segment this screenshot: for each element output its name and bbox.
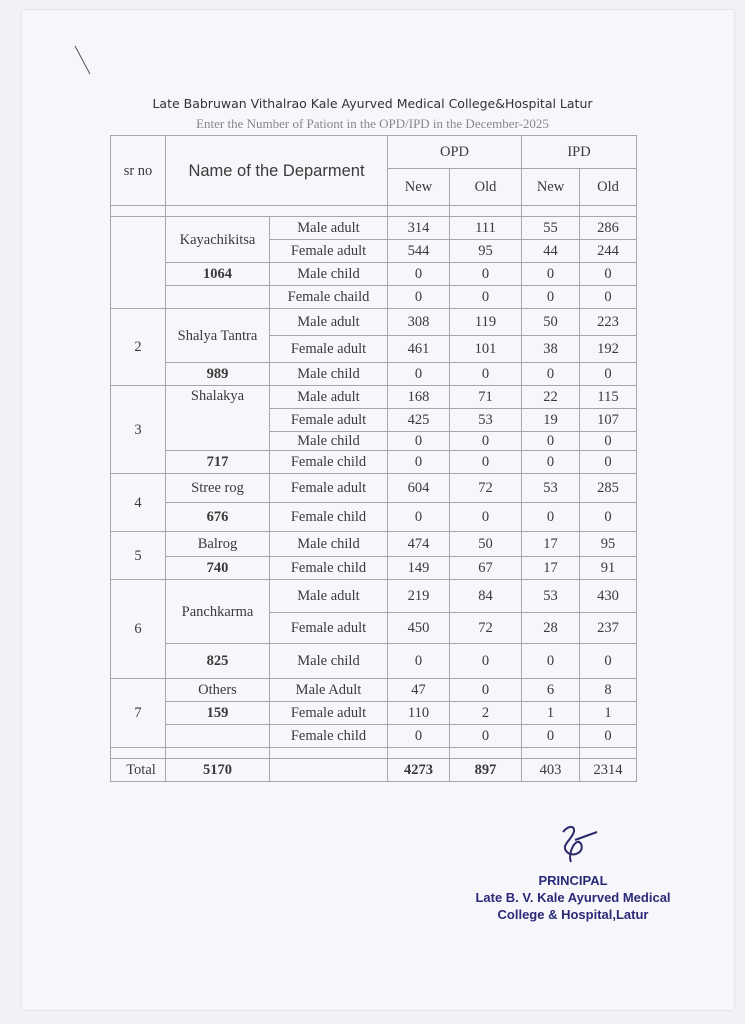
principal-line2: College & Hospital,Latur xyxy=(497,907,649,922)
opd-old-header: Old xyxy=(450,169,522,206)
opd-new-cell: 461 xyxy=(388,336,450,363)
table-row xyxy=(111,286,637,309)
category-cell: Male child xyxy=(270,363,388,386)
ipd-old-cell: 0 xyxy=(580,644,637,679)
opd-new-cell: 474 xyxy=(388,532,450,557)
table-row xyxy=(111,725,637,748)
table-row xyxy=(111,386,637,409)
category-cell: Male adult xyxy=(270,217,388,240)
grand-total: 5170 xyxy=(166,759,270,782)
ipd-old-cell: 0 xyxy=(580,451,637,474)
ipd-new-cell: 0 xyxy=(522,286,580,309)
opd-new-cell: 110 xyxy=(388,702,450,725)
sr-cell: 3 xyxy=(111,386,166,474)
ipd-new-cell: 38 xyxy=(522,336,580,363)
opd-new-cell: 0 xyxy=(388,644,450,679)
srno-header: sr no xyxy=(111,136,166,206)
dept-name: Shalya Tantra xyxy=(166,309,270,363)
opd-new-cell: 168 xyxy=(388,386,450,409)
sr-cell xyxy=(111,217,166,309)
total-ipd-new: 403 xyxy=(522,759,580,782)
ipd-old-cell: 107 xyxy=(580,409,637,432)
sr-cell: 4 xyxy=(111,474,166,532)
opd-old-cell: 0 xyxy=(450,286,522,309)
opd-old-cell: 2 xyxy=(450,702,522,725)
ipd-new-cell: 53 xyxy=(522,474,580,503)
opd-old-cell: 71 xyxy=(450,386,522,409)
ipd-old-cell: 0 xyxy=(580,725,637,748)
category-cell: Female adult xyxy=(270,702,388,725)
category-cell: Male child xyxy=(270,532,388,557)
dept-name: Kayachikitsa xyxy=(166,217,270,263)
table-row xyxy=(111,580,637,613)
table-row xyxy=(111,309,637,336)
form-subtitle: Enter the Number of Pationt in the OPD/IPD in the December-2025 xyxy=(196,116,549,131)
principal-title: PRINCIPAL xyxy=(538,873,608,888)
opd-old-cell: 119 xyxy=(450,309,522,336)
ipd-old-cell: 95 xyxy=(580,532,637,557)
ipd-new-cell: 1 xyxy=(522,702,580,725)
opd-new-cell: 0 xyxy=(388,451,450,474)
total-opd-new: 4273 xyxy=(388,759,450,782)
opd-new-cell: 308 xyxy=(388,309,450,336)
opd-new-cell: 149 xyxy=(388,557,450,580)
category-cell: Male adult xyxy=(270,386,388,409)
category-cell: Female adult xyxy=(270,336,388,363)
dept-total: 989 xyxy=(166,363,270,386)
opd-old-cell: 111 xyxy=(450,217,522,240)
opd-new-cell: 0 xyxy=(388,363,450,386)
dept-name: Balrog xyxy=(166,532,270,557)
category-cell: Female adult xyxy=(270,409,388,432)
ipd-old-cell: 0 xyxy=(580,503,637,532)
ipd-old-cell: 91 xyxy=(580,557,637,580)
ipd-new-cell: 0 xyxy=(522,725,580,748)
opd-old-cell: 0 xyxy=(450,679,522,702)
table-row xyxy=(111,217,637,240)
ipd-new-cell: 0 xyxy=(522,263,580,286)
opd-new-header: New xyxy=(388,169,450,206)
opd-old-cell: 0 xyxy=(450,451,522,474)
ipd-new-cell: 19 xyxy=(522,409,580,432)
sr-cell: 6 xyxy=(111,580,166,679)
table-row xyxy=(111,557,637,580)
ipd-new-cell: 55 xyxy=(522,217,580,240)
ipd-old-header: Old xyxy=(580,169,637,206)
empty-cell xyxy=(166,725,270,748)
table-row xyxy=(111,532,637,557)
category-cell: Female child xyxy=(270,725,388,748)
sr-cell: 7 xyxy=(111,679,166,748)
ipd-new-header: New xyxy=(522,169,580,206)
opd-new-cell: 425 xyxy=(388,409,450,432)
dept-total: 1064 xyxy=(166,263,270,286)
empty-cell xyxy=(270,759,388,782)
dept-total: 159 xyxy=(166,702,270,725)
category-cell: Female adult xyxy=(270,240,388,263)
opd-old-cell: 67 xyxy=(450,557,522,580)
category-cell: Female chaild xyxy=(270,286,388,309)
ipd-old-cell: 1 xyxy=(580,702,637,725)
ipd-old-cell: 115 xyxy=(580,386,637,409)
ipd-old-cell: 0 xyxy=(580,432,637,451)
category-cell: Male child xyxy=(270,644,388,679)
ipd-old-cell: 8 xyxy=(580,679,637,702)
total-opd-old: 897 xyxy=(450,759,522,782)
department-header: Name of the Deparment xyxy=(166,136,388,206)
ipd-new-cell: 28 xyxy=(522,613,580,644)
table-row xyxy=(111,363,637,386)
category-cell: Male child xyxy=(270,432,388,451)
dept-total: 740 xyxy=(166,557,270,580)
category-cell: Male Adult xyxy=(270,679,388,702)
table-row xyxy=(111,474,637,503)
pen-mark xyxy=(75,46,91,75)
principal-line1: Late B. V. Kale Ayurved Medical xyxy=(475,890,671,905)
ipd-old-cell: 0 xyxy=(580,263,637,286)
opd-old-cell: 72 xyxy=(450,474,522,503)
table-row xyxy=(111,644,637,679)
category-cell: Female child xyxy=(270,557,388,580)
total-label: Total xyxy=(111,759,166,782)
opd-new-cell: 219 xyxy=(388,580,450,613)
table-row xyxy=(111,263,637,286)
table-row xyxy=(111,503,637,532)
opd-old-cell: 0 xyxy=(450,644,522,679)
ipd-old-cell: 223 xyxy=(580,309,637,336)
ipd-old-cell: 237 xyxy=(580,613,637,644)
ipd-old-cell: 244 xyxy=(580,240,637,263)
opd-header: OPD xyxy=(388,136,522,169)
total-ipd-old: 2314 xyxy=(580,759,637,782)
college-title: Late Babruwan Vithalrao Kale Ayurved Medical College&Hospital Latur xyxy=(152,96,593,111)
ipd-old-cell: 192 xyxy=(580,336,637,363)
dept-name: Others xyxy=(166,679,270,702)
opd-old-cell: 0 xyxy=(450,263,522,286)
opd-new-cell: 314 xyxy=(388,217,450,240)
ipd-new-cell: 0 xyxy=(522,644,580,679)
ipd-new-cell: 6 xyxy=(522,679,580,702)
ipd-old-cell: 0 xyxy=(580,363,637,386)
opd-new-cell: 0 xyxy=(388,725,450,748)
opd-old-cell: 50 xyxy=(450,532,522,557)
ipd-old-cell: 285 xyxy=(580,474,637,503)
opd-old-cell: 95 xyxy=(450,240,522,263)
ipd-old-cell: 430 xyxy=(580,580,637,613)
ipd-new-cell: 22 xyxy=(522,386,580,409)
ipd-new-cell: 17 xyxy=(522,532,580,557)
ipd-new-cell: 17 xyxy=(522,557,580,580)
ipd-new-cell: 0 xyxy=(522,432,580,451)
opd-new-cell: 47 xyxy=(388,679,450,702)
dept-total: 717 xyxy=(166,451,270,474)
dept-name: Shalakya xyxy=(166,386,270,451)
ipd-header: IPD xyxy=(522,136,637,169)
ipd-new-cell: 50 xyxy=(522,309,580,336)
ipd-new-cell: 0 xyxy=(522,363,580,386)
opd-old-cell: 72 xyxy=(450,613,522,644)
ipd-old-cell: 0 xyxy=(580,286,637,309)
table-row xyxy=(111,679,637,702)
category-cell: Female child xyxy=(270,451,388,474)
category-cell: Female adult xyxy=(270,474,388,503)
opd-old-cell: 0 xyxy=(450,363,522,386)
category-cell: Male child xyxy=(270,263,388,286)
opd-old-cell: 53 xyxy=(450,409,522,432)
principal-signature xyxy=(555,822,605,868)
dept-name: Panchkarma xyxy=(166,580,270,644)
ipd-new-cell: 0 xyxy=(522,503,580,532)
table-row xyxy=(111,702,637,725)
ipd-old-cell: 286 xyxy=(580,217,637,240)
patient-register-table xyxy=(110,135,637,782)
sr-cell: 5 xyxy=(111,532,166,580)
total-row xyxy=(111,759,637,782)
dept-name: Stree rog xyxy=(166,474,270,503)
category-cell: Female child xyxy=(270,503,388,532)
sr-cell: 2 xyxy=(111,309,166,386)
opd-new-cell: 0 xyxy=(388,432,450,451)
opd-old-cell: 0 xyxy=(450,503,522,532)
category-cell: Male adult xyxy=(270,580,388,613)
opd-new-cell: 0 xyxy=(388,503,450,532)
opd-new-cell: 604 xyxy=(388,474,450,503)
category-cell: Male adult xyxy=(270,309,388,336)
opd-old-cell: 84 xyxy=(450,580,522,613)
empty-cell xyxy=(166,286,270,309)
principal-stamp xyxy=(448,872,698,923)
category-cell: Female adult xyxy=(270,613,388,644)
dept-total: 825 xyxy=(166,644,270,679)
table-row xyxy=(111,451,637,474)
opd-old-cell: 0 xyxy=(450,432,522,451)
opd-old-cell: 101 xyxy=(450,336,522,363)
ipd-new-cell: 0 xyxy=(522,451,580,474)
opd-new-cell: 450 xyxy=(388,613,450,644)
ipd-new-cell: 44 xyxy=(522,240,580,263)
opd-new-cell: 544 xyxy=(388,240,450,263)
dept-total: 676 xyxy=(166,503,270,532)
ipd-new-cell: 53 xyxy=(522,580,580,613)
opd-new-cell: 0 xyxy=(388,263,450,286)
opd-old-cell: 0 xyxy=(450,725,522,748)
opd-new-cell: 0 xyxy=(388,286,450,309)
